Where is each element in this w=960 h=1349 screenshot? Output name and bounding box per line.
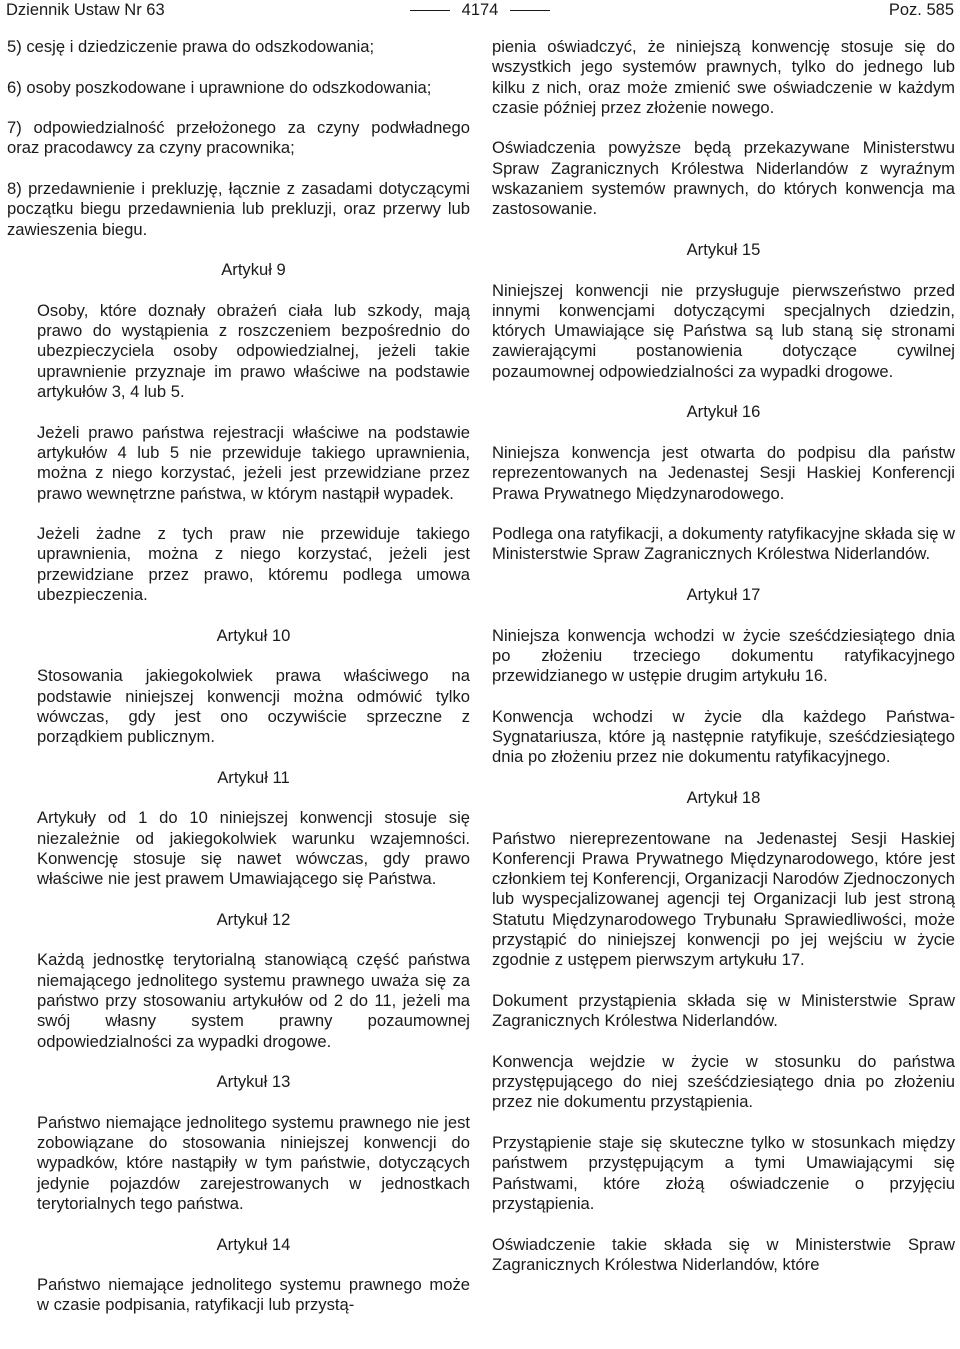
article-10-paragraph-1: Stosowania jakiegokolwiek prawa właściwego na podstawie niniejszej konwencji można odmówić tylko wówczas, gdy jest ono oczywiście sprzeczne z porządkiem publicznym. bbox=[37, 666, 470, 747]
article-17-paragraph-2: Konwencja wchodzi w życie dla każdego Państwa-Sygnatariusza, które ją następnie ratyfikuje, sześćdziesiątego dnia po złożeniu przez nie dokumentu ratyfikacyjnego. bbox=[492, 706, 955, 767]
list-item-8: 8) przedawnienie i prekluzję, łącznie z zasadami dotyczącymi początku biegu przedawnienia lub prekluzji, oraz przerwy lub zawieszenia biegu. bbox=[7, 179, 470, 239]
article-18-paragraph-2: Dokument przystąpienia składa się w Ministerstwie Spraw Zagranicznych Królestwa Niderlandów. bbox=[492, 990, 955, 1031]
article-18-paragraph-1: Państwo niereprezentowane na Jedenastej Sesji Haskiej Konferencji Prawa Prywatnego Międzynarodowego, które jest członkiem tej Konferencji, Organizacji Narodów Zjednoczonych lub wyspecjalizowanej agencji tej Organizacji lub jest stroną Statutu Międzynarodowego Trybunału Sprawiedliwości, może przystąpić do niniejszej konwencji po jej wejściu w życie zgodnie z ustępem pierwszym artykułu 17. bbox=[492, 828, 955, 970]
article-15-paragraph-1: Niniejszej konwencji nie przysługuje pierwszeństwo przed innymi konwencjami dotyczącymi specjalnych dziedzin, których Umawiające się Państwa są lub staną się stronami zawierającymi postanowienia dotyczące cywilnej pozaumownej odpowiedzialności za wypadki drogowe. bbox=[492, 280, 955, 381]
article-18-heading: Artykuł 18 bbox=[686, 787, 761, 807]
article-18-paragraph-5: Oświadczenie takie składa się w Ministerstwie Spraw Zagranicznych Królestwa Niderlandów, które bbox=[492, 1234, 955, 1274]
article-9-paragraph-3: Jeżeli żadne z tych praw nie przewiduje takiego uprawnienia, można z niego korzystać, jeżeli jest przewidziane przez prawo, któremu podlega umowa ubezpieczenia. bbox=[37, 524, 470, 605]
article-16-paragraph-1: Niniejsza konwencja jest otwarta do podpisu dla państw reprezentowanych na Jedenastej Sesji Haskiej Konferencji Prawa Prywatnego Międzynarodowego. bbox=[492, 442, 955, 503]
article-17-heading: Artykuł 17 bbox=[686, 585, 761, 605]
list-item-6: 6) osoby poszkodowane i uprawnione do odszkodowania; bbox=[7, 77, 432, 97]
article-10-heading: Artykuł 10 bbox=[216, 625, 291, 645]
article-11-heading: Artykuł 11 bbox=[217, 767, 290, 787]
list-item-7: 7) odpowiedzialność przełożonego za czyny podwładnego oraz pracodawcy za czyny pracownika; bbox=[7, 118, 470, 158]
left-column bbox=[7, 37, 470, 1349]
journal-name: Dziennik Ustaw Nr 63 bbox=[6, 1, 165, 19]
article-12-paragraph-1: Każdą jednostkę terytorialną stanowiącą część państwa niemającego jednolitego systemu prawnego uważa się za państwo przy stosowaniu artykułów od 2 do 11, jeżeli ma swój własny system prawny pozaumownej odpowiedzialności za wypadki drogowe. bbox=[37, 950, 470, 1051]
article-14-paragraph-1: Państwo niemające jednolitego systemu prawnego może w czasie podpisania, ratyfikacji lub przystą- bbox=[37, 1275, 470, 1315]
position-number: Poz. 585 bbox=[888, 1, 954, 19]
article-9-heading: Artykuł 9 bbox=[221, 260, 286, 280]
article-17-paragraph-1: Niniejsza konwencja wchodzi w życie sześćdziesiątego dnia po złożeniu trzeciego dokumentu ratyfikacyjnego przewidzianego w ustępie drugim artykułu 16. bbox=[492, 625, 955, 686]
article-16-heading: Artykuł 16 bbox=[686, 402, 761, 422]
article-13-paragraph-1: Państwo niemające jednolitego systemu prawnego nie jest zobowiązane do stosowania niniejszej konwencji do wypadków, które nastąpiły w tym państwie, dotyczących jedynie pojazdów zarejestrowanych w jednostkach terytorialnych tego państwa. bbox=[37, 1112, 470, 1213]
article-13-heading: Artykuł 13 bbox=[216, 1072, 291, 1092]
article-12-heading: Artykuł 12 bbox=[216, 909, 291, 929]
article-16-paragraph-2: Podlega ona ratyfikacji, a dokumenty ratyfikacyjne składa się w Ministerstwie Spraw Zagranicznych Królestwa Niderlandów. bbox=[492, 524, 956, 564]
page-header bbox=[6, 0, 954, 20]
article-9-paragraph-1: Osoby, które doznały obrażeń ciała lub szkody, mają prawo do wystąpienia z roszczeniem bezpośrednio do ubezpieczyciela osoby odpowiedzialnej, jeżeli takie uprawnienie przyznaje im prawo właściwe na podstawie artykułów 3, 4 lub 5. bbox=[37, 300, 470, 402]
article-11-paragraph-1: Artykuły od 1 do 10 niniejszej konwencji stosuje się niezależnie od jakiegokolwiek warunku wzajemności. Konwencję stosuje się nawet wówczas, gdy prawo właściwe nie jest prawem Umawiającego się Państwa. bbox=[37, 808, 470, 889]
article-14-heading: Artykuł 14 bbox=[216, 1234, 291, 1254]
article-15-heading: Artykuł 15 bbox=[686, 239, 761, 259]
list-item-5: 5) cesję i dziedziczenie prawa do odszkodowania; bbox=[7, 37, 375, 56]
article-18-paragraph-4: Przystąpienie staje się skuteczne tylko w stosunkach między państwem przystępującym a tymi Umawiającymi się Państwami, które złożą oświadczenie o przyjęciu przystąpienia. bbox=[492, 1133, 955, 1213]
article-18-paragraph-3: Konwencja wejdzie w życie w stosunku do państwa przystępującego do niej sześćdziesiątego dnia po złożeniu przez nie dokumentu przystąpienia. bbox=[492, 1051, 955, 1112]
right-column bbox=[492, 37, 955, 1349]
page-number: 4174 bbox=[6, 0, 954, 20]
article-14-continuation: pienia oświadczyć, że niniejszą konwencję stosuje się do wszystkich jego systemów prawnych, tylko do jednego lub kilku z nich, oraz może zmienić swe oświadczenie w każdym czasie później przez złożenie nowego. bbox=[492, 37, 955, 117]
article-9-paragraph-2: Jeżeli prawo państwa rejestracji właściwe na podstawie artykułów 4 lub 5 nie przewiduje takiego uprawnienia, można z niego korzystać, jeżeli jest przewidziane przez prawo wewnętrzne państwa, w którym nastąpił wypadek. bbox=[37, 422, 470, 503]
article-14-paragraph-2: Oświadczenia powyższe będą przekazywane Ministerstwu Spraw Zagranicznych Królestwa Niderlandów z wyraźnym wskazaniem systemów prawnych, do których konwencja ma zastosowanie. bbox=[492, 138, 955, 219]
